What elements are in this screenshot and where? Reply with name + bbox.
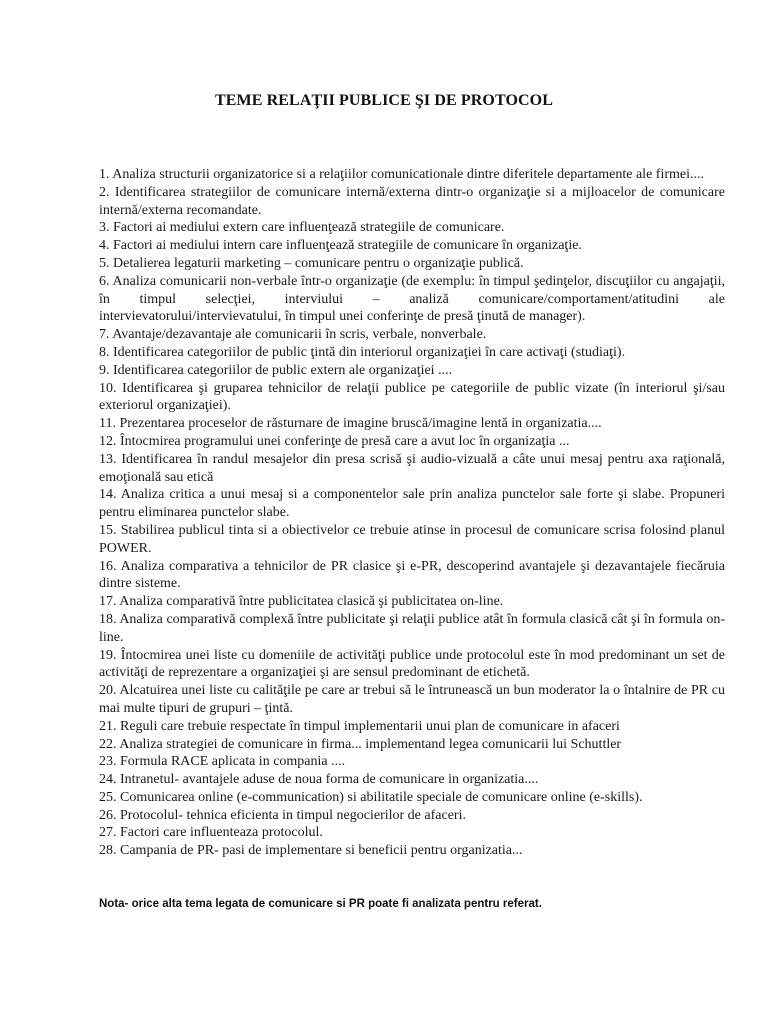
list-item: 22. Analiza strategiei de comunicare in firma... implementand legea comunicarii lui Schuttler <box>99 736 622 752</box>
list-item: 15. Stabilirea publicul tinta si a obiectivelor ce trebuie atinse in procesul de comunicare scrisa folosind planul POWER. <box>99 522 725 556</box>
list-item: 21. Reguli care trebuie respectate în timpul implementarii unui plan de comunicare in afaceri <box>99 718 620 734</box>
list-item: 9. Identificarea categoriilor de public extern ale organizaţiei .... <box>99 362 453 378</box>
list-item: 6. Analiza comunicarii non-verbale într-o organizaţie (de exemplu: în timpul şedinţelor, discuţiilor cu angajaţii, în timpul selecţiei, interviului – analiză comunicare/comportament/atitudini ale intervievatorului/intervievatului, în timpul unei conferinţe de presă ţinută de manager). <box>99 273 725 325</box>
list-item: 3. Factori ai mediului extern care influenţează strategiile de comunicare. <box>99 220 505 236</box>
list-item: 18. Analiza comparativă complexă între publicitate şi relaţii publice atât în formula clasică cât şi în formula on-line. <box>99 611 725 645</box>
list-item: 1. Analiza structurii organizatorice si a relaţiilor comunicationale dintre diferitele departamente ale firmei.... <box>99 167 704 182</box>
list-item: 19. Întocmirea unei liste cu domeniile de activităţi publice unde protocolul este în mod predominant un set de activităţi de reprezentare a organizaţiei şi are sensul predominant de etichetă. <box>99 647 725 681</box>
list-item: 20. Alcatuirea unei liste cu calităţile pe care ar trebui să le întrunească un bun moderator la o întalnire de PR cu mai multe tipuri de grupuri – ţintă. <box>99 683 725 716</box>
list-item: 4. Factori ai mediului intern care influenţează strategiile de comunicare în organizaţie. <box>99 238 582 254</box>
list-item: 11. Prezentarea proceselor de răsturnare de imagine bruscă/imagine lentă in organizatia.... <box>99 416 602 432</box>
list-item: 28. Campania de PR- pasi de implementare si beneficii pentru organizatia... <box>99 843 523 859</box>
list-item: 12. Întocmirea programului unei conferinţe de presă care a avut loc în organizaţia ... <box>99 433 570 449</box>
list-item: 16. Analiza comparativa a tehnicilor de PR clasice şi e-PR, descoperind avantajele şi dezavantajele fiecăruia dintre sisteme. <box>99 558 725 592</box>
list-item: 25. Comunicarea online (e-communication) si abilitatile speciale de comunicare online (e-skills). <box>99 789 643 805</box>
list-item: 27. Factori care influenteaza protocolul. <box>99 825 323 841</box>
list-item: 8. Identificarea categoriilor de public ţintă din interiorul organizaţiei în care activaţi (studiaţi). <box>99 344 626 360</box>
list-item: 7. Avantaje/dezavantaje ale comunicarii în scris, verbale, nonverbale. <box>99 327 487 343</box>
list-item: 23. Formula RACE aplicata in compania .... <box>99 754 346 770</box>
topic-list <box>99 166 725 860</box>
list-item: 14. Analiza critica a unui mesaj si a componentelor sale prin analiza punctelor sale forte şi slabe. Propuneri pentru eliminarea punctelor slabe. <box>99 487 725 521</box>
list-item: 10. Identificarea şi gruparea tehnicilor de relaţii publice pe categoriile de public vizate (în interiorul şi/sau exteriorul organizaţiei). <box>99 380 725 414</box>
list-item: 24. Intranetul- avantajele aduse de noua forma de comunicare in organizatia.... <box>99 772 539 788</box>
footer-note: Nota- orice alta tema legata de comunicare si PR poate fi analizata pentru referat. <box>99 898 542 910</box>
list-item: 13. Identificarea în randul mesajelor din presa scrisă şi audio-vizuală a câte unui mesaj pentru axa raţională, emoţională sau etică <box>99 451 725 485</box>
list-item: 26. Protocolul- tehnica eficienta in timpul negocierilor de afaceri. <box>99 807 466 823</box>
page-title: TEME RELAŢII PUBLICE ŞI DE PROTOCOL <box>215 92 553 109</box>
list-item: 5. Detalierea legaturii marketing – comunicare pentru o organizaţie publică. <box>99 255 524 271</box>
list-item: 2. Identificarea strategiilor de comunicare internă/externa dintr-o organizaţie si a mijloacelor de comunicare internă/externa recomandate. <box>99 184 725 218</box>
list-item: 17. Analiza comparativă între publicitatea clasică şi publicitatea on-line. <box>99 594 504 610</box>
